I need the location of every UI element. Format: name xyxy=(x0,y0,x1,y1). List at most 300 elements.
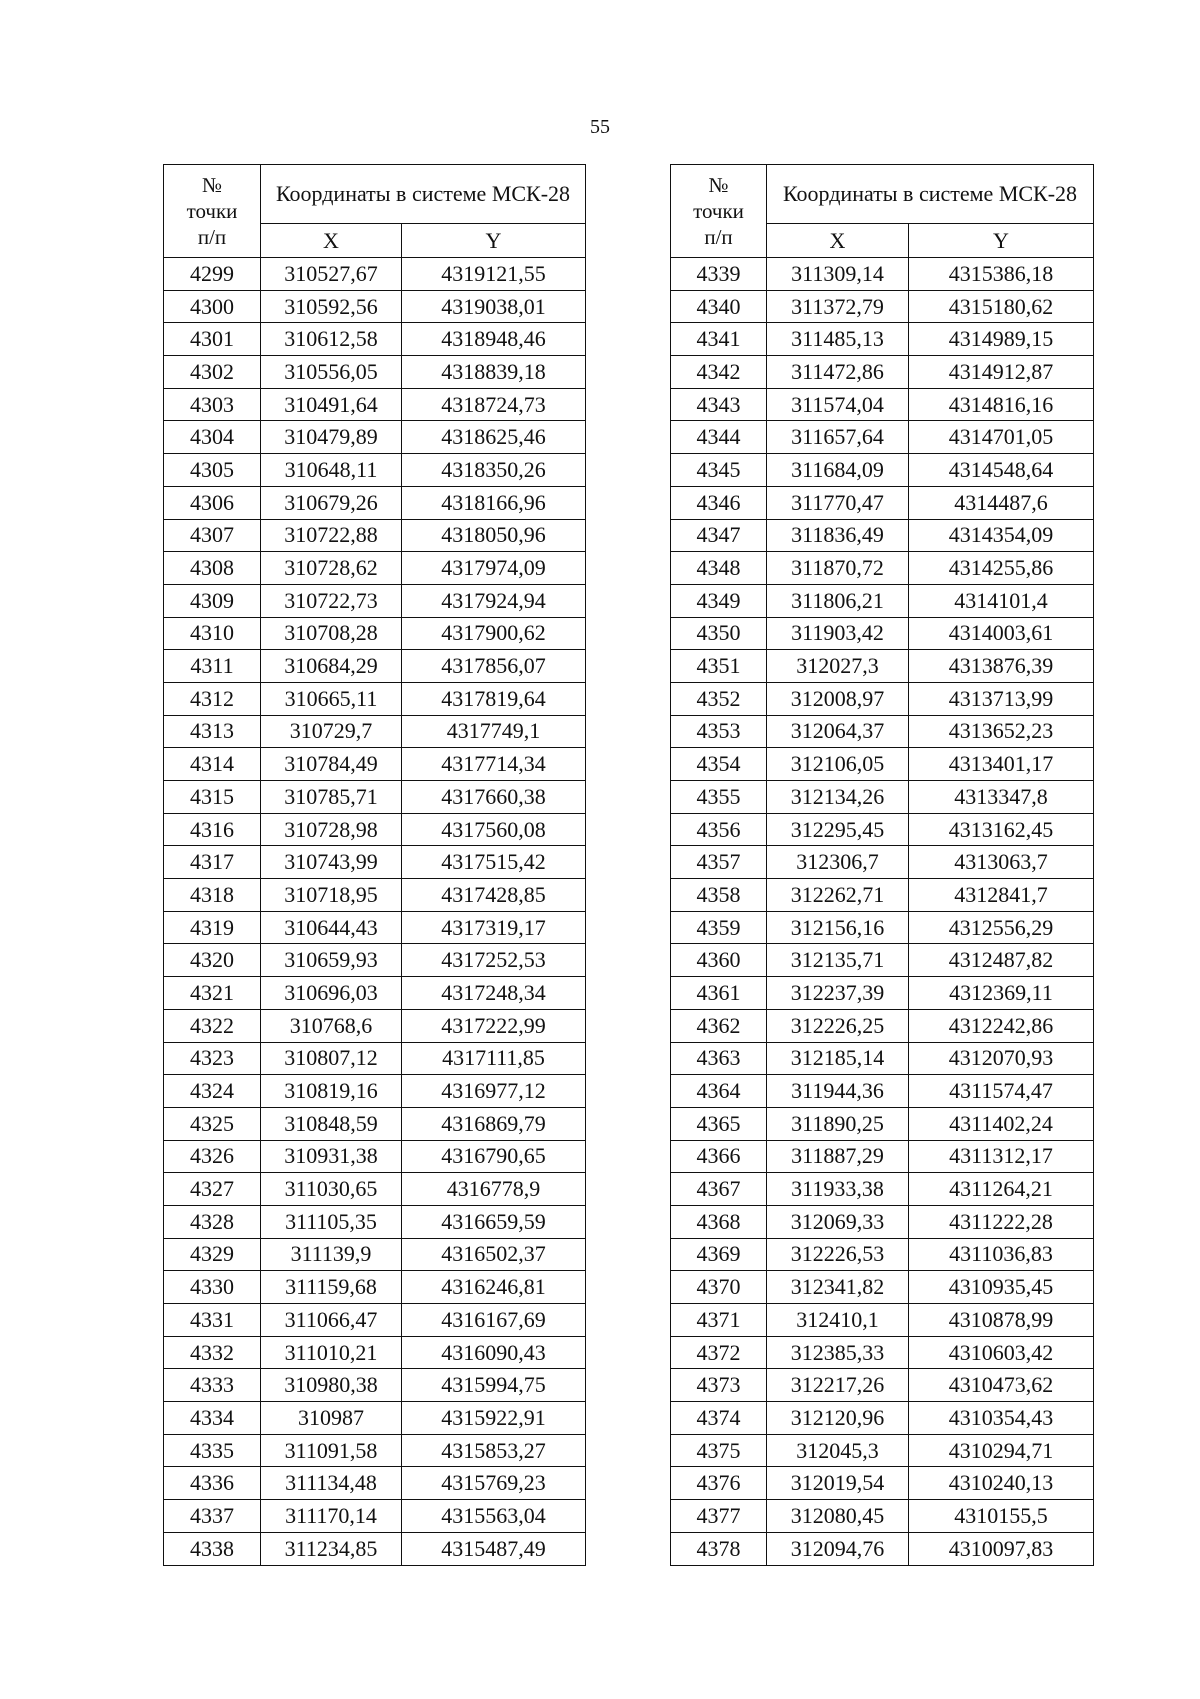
table-row xyxy=(671,421,1094,454)
table-row xyxy=(671,911,1094,944)
x-coordinate-cell: 312156,16 xyxy=(767,911,909,944)
table-row xyxy=(164,911,586,944)
x-coordinate-cell: 311944,36 xyxy=(767,1075,909,1108)
y-coordinate-cell: 4311402,24 xyxy=(909,1107,1094,1140)
table-row xyxy=(164,1434,586,1467)
table-row xyxy=(671,977,1094,1010)
y-coordinate-cell: 4316977,12 xyxy=(402,1075,586,1108)
point-number-cell: 4318 xyxy=(164,879,261,912)
point-number-cell: 4346 xyxy=(671,486,767,519)
point-number-cell: 4308 xyxy=(164,552,261,585)
point-number-cell: 4352 xyxy=(671,682,767,715)
point-number-cell: 4366 xyxy=(671,1140,767,1173)
point-number-cell: 4323 xyxy=(164,1042,261,1075)
point-number-cell: 4324 xyxy=(164,1075,261,1108)
x-coordinate-cell: 311933,38 xyxy=(767,1173,909,1206)
y-coordinate-cell: 4316502,37 xyxy=(402,1238,586,1271)
x-coordinate-cell: 310491,64 xyxy=(261,388,402,421)
y-coordinate-cell: 4312369,11 xyxy=(909,977,1094,1010)
header-num-abbr: п/п xyxy=(197,225,227,249)
y-coordinate-cell: 4310878,99 xyxy=(909,1304,1094,1337)
point-number-cell: 4300 xyxy=(164,290,261,323)
table-row xyxy=(164,617,586,650)
y-coordinate-cell: 4318050,96 xyxy=(402,519,586,552)
y-coordinate-cell: 4313063,7 xyxy=(909,846,1094,879)
table-row xyxy=(671,1336,1094,1369)
y-coordinate-cell: 4314548,64 xyxy=(909,454,1094,487)
x-coordinate-cell: 312134,26 xyxy=(767,781,909,814)
table-row xyxy=(671,1075,1094,1108)
table-row xyxy=(164,1140,586,1173)
table-row xyxy=(671,813,1094,846)
y-coordinate-cell: 4317560,08 xyxy=(402,813,586,846)
y-coordinate-cell: 4315487,49 xyxy=(402,1532,586,1565)
x-coordinate-cell: 311105,35 xyxy=(261,1205,402,1238)
y-coordinate-cell: 4317248,34 xyxy=(402,977,586,1010)
x-coordinate-cell: 312008,97 xyxy=(767,682,909,715)
table-row xyxy=(164,715,586,748)
y-coordinate-cell: 4314912,87 xyxy=(909,356,1094,389)
x-coordinate-cell: 310728,62 xyxy=(261,552,402,585)
y-coordinate-cell: 4313347,8 xyxy=(909,781,1094,814)
point-number-cell: 4322 xyxy=(164,1009,261,1042)
y-coordinate-cell: 4310240,13 xyxy=(909,1467,1094,1500)
table-row xyxy=(671,846,1094,879)
x-coordinate-cell: 310743,99 xyxy=(261,846,402,879)
y-coordinate-cell: 4310354,43 xyxy=(909,1402,1094,1435)
x-coordinate-cell: 311234,85 xyxy=(261,1532,402,1565)
left-table-body xyxy=(164,258,586,1566)
y-coordinate-cell: 4310473,62 xyxy=(909,1369,1094,1402)
x-coordinate-cell: 312410,1 xyxy=(767,1304,909,1337)
table-row xyxy=(671,748,1094,781)
x-coordinate-cell: 312226,53 xyxy=(767,1238,909,1271)
y-coordinate-cell: 4317319,17 xyxy=(402,911,586,944)
x-coordinate-cell: 311139,9 xyxy=(261,1238,402,1271)
point-number-cell: 4327 xyxy=(164,1173,261,1206)
coordinates-table-right xyxy=(670,164,1094,1566)
point-number-cell: 4359 xyxy=(671,911,767,944)
point-number-cell: 4348 xyxy=(671,552,767,585)
x-coordinate-cell: 310768,6 xyxy=(261,1009,402,1042)
y-coordinate-cell: 4318724,73 xyxy=(402,388,586,421)
table-row xyxy=(164,454,586,487)
point-number-cell: 4336 xyxy=(164,1467,261,1500)
x-coordinate-cell: 310987 xyxy=(261,1402,402,1435)
table-row xyxy=(164,1369,586,1402)
table-row xyxy=(671,715,1094,748)
x-coordinate-cell: 311684,09 xyxy=(767,454,909,487)
y-coordinate-cell: 4311574,47 xyxy=(909,1075,1094,1108)
table-row xyxy=(671,1304,1094,1337)
y-coordinate-cell: 4319121,55 xyxy=(402,258,586,291)
x-coordinate-cell: 310659,93 xyxy=(261,944,402,977)
point-number-cell: 4349 xyxy=(671,584,767,617)
table-row xyxy=(671,519,1094,552)
table-row xyxy=(671,486,1094,519)
point-number-cell: 4313 xyxy=(164,715,261,748)
x-coordinate-cell: 312226,25 xyxy=(767,1009,909,1042)
y-coordinate-cell: 4311222,28 xyxy=(909,1205,1094,1238)
x-coordinate-cell: 311657,64 xyxy=(767,421,909,454)
table-row xyxy=(164,388,586,421)
x-coordinate-cell: 310665,11 xyxy=(261,682,402,715)
table-row xyxy=(164,1107,586,1140)
table-row xyxy=(164,1205,586,1238)
x-coordinate-cell: 311870,72 xyxy=(767,552,909,585)
point-number-cell: 4378 xyxy=(671,1532,767,1565)
x-coordinate-cell: 310819,16 xyxy=(261,1075,402,1108)
x-coordinate-cell: 310527,67 xyxy=(261,258,402,291)
point-number-cell: 4304 xyxy=(164,421,261,454)
x-coordinate-cell: 312069,33 xyxy=(767,1205,909,1238)
header-num-sign: № xyxy=(201,173,223,197)
y-coordinate-cell: 4310603,42 xyxy=(909,1336,1094,1369)
point-number-cell: 4317 xyxy=(164,846,261,879)
table-row xyxy=(671,290,1094,323)
y-coordinate-cell: 4313401,17 xyxy=(909,748,1094,781)
table-row xyxy=(671,1271,1094,1304)
y-coordinate-cell: 4314487,6 xyxy=(909,486,1094,519)
x-coordinate-cell: 312080,45 xyxy=(767,1500,909,1533)
point-number-cell: 4342 xyxy=(671,356,767,389)
point-number-cell: 4360 xyxy=(671,944,767,977)
point-number-cell: 4344 xyxy=(671,421,767,454)
y-coordinate-cell: 4315994,75 xyxy=(402,1369,586,1402)
y-coordinate-cell: 4317714,34 xyxy=(402,748,586,781)
y-coordinate-cell: 4310935,45 xyxy=(909,1271,1094,1304)
table-row xyxy=(164,584,586,617)
x-coordinate-cell: 312341,82 xyxy=(767,1271,909,1304)
table-row xyxy=(164,813,586,846)
table-row xyxy=(164,356,586,389)
y-coordinate-cell: 4317515,42 xyxy=(402,846,586,879)
y-coordinate-cell: 4316790,65 xyxy=(402,1140,586,1173)
y-coordinate-cell: 4316659,59 xyxy=(402,1205,586,1238)
table-row xyxy=(164,486,586,519)
header-num-sign: № xyxy=(708,173,729,197)
x-coordinate-cell: 312262,71 xyxy=(767,879,909,912)
y-coordinate-cell: 4312487,82 xyxy=(909,944,1094,977)
table-row xyxy=(164,944,586,977)
point-number-cell: 4367 xyxy=(671,1173,767,1206)
point-number-cell: 4333 xyxy=(164,1369,261,1402)
x-column-header: X xyxy=(767,224,909,258)
y-column-header: Y xyxy=(402,224,586,258)
y-coordinate-cell: 4314354,09 xyxy=(909,519,1094,552)
point-number-cell: 4339 xyxy=(671,258,767,291)
header-num-word: точки xyxy=(186,199,238,223)
x-coordinate-cell: 312027,3 xyxy=(767,650,909,683)
y-coordinate-cell: 4317974,09 xyxy=(402,552,586,585)
y-coordinate-cell: 4312070,93 xyxy=(909,1042,1094,1075)
point-number-cell: 4330 xyxy=(164,1271,261,1304)
table-row xyxy=(164,1009,586,1042)
y-coordinate-cell: 4312242,86 xyxy=(909,1009,1094,1042)
y-coordinate-cell: 4317428,85 xyxy=(402,879,586,912)
y-coordinate-cell: 4314701,05 xyxy=(909,421,1094,454)
x-coordinate-cell: 311066,47 xyxy=(261,1304,402,1337)
x-coordinate-cell: 312295,45 xyxy=(767,813,909,846)
table-row xyxy=(164,650,586,683)
x-coordinate-cell: 310722,88 xyxy=(261,519,402,552)
y-coordinate-cell: 4318948,46 xyxy=(402,323,586,356)
right-table-body xyxy=(671,258,1094,1566)
table-row xyxy=(671,1238,1094,1271)
header-num-abbr: п/п xyxy=(704,225,733,249)
y-coordinate-cell: 4315769,23 xyxy=(402,1467,586,1500)
x-coordinate-cell: 312237,39 xyxy=(767,977,909,1010)
y-coordinate-cell: 4318166,96 xyxy=(402,486,586,519)
point-number-cell: 4374 xyxy=(671,1402,767,1435)
table-row xyxy=(671,1434,1094,1467)
table-row xyxy=(671,323,1094,356)
table-row xyxy=(671,388,1094,421)
x-coordinate-cell: 311806,21 xyxy=(767,584,909,617)
point-number-cell: 4311 xyxy=(164,650,261,683)
table-row xyxy=(671,1173,1094,1206)
x-coordinate-cell: 310679,26 xyxy=(261,486,402,519)
x-coordinate-cell: 311903,42 xyxy=(767,617,909,650)
table-row xyxy=(671,781,1094,814)
point-number-cell: 4306 xyxy=(164,486,261,519)
y-coordinate-cell: 4316246,81 xyxy=(402,1271,586,1304)
table-row xyxy=(164,846,586,879)
table-row xyxy=(671,454,1094,487)
point-number-cell: 4332 xyxy=(164,1336,261,1369)
table-row xyxy=(671,1467,1094,1500)
y-coordinate-cell: 4317252,53 xyxy=(402,944,586,977)
table-row xyxy=(671,552,1094,585)
table-row xyxy=(164,519,586,552)
table-row xyxy=(671,1140,1094,1173)
table-row xyxy=(671,1009,1094,1042)
y-coordinate-cell: 4316778,9 xyxy=(402,1173,586,1206)
point-number-cell: 4356 xyxy=(671,813,767,846)
x-coordinate-cell: 311485,13 xyxy=(767,323,909,356)
point-number-cell: 4319 xyxy=(164,911,261,944)
x-coordinate-cell: 311091,58 xyxy=(261,1434,402,1467)
x-coordinate-cell: 311134,48 xyxy=(261,1467,402,1500)
table-row xyxy=(671,1205,1094,1238)
point-number-cell: 4301 xyxy=(164,323,261,356)
x-coordinate-cell: 312306,7 xyxy=(767,846,909,879)
table-row xyxy=(164,879,586,912)
x-coordinate-cell: 310729,7 xyxy=(261,715,402,748)
x-coordinate-cell: 311010,21 xyxy=(261,1336,402,1369)
y-coordinate-cell: 4317900,62 xyxy=(402,617,586,650)
table-row xyxy=(164,1173,586,1206)
point-number-cell: 4320 xyxy=(164,944,261,977)
point-number-cell: 4314 xyxy=(164,748,261,781)
x-coordinate-cell: 312185,14 xyxy=(767,1042,909,1075)
point-number-cell: 4340 xyxy=(671,290,767,323)
table-row xyxy=(164,290,586,323)
x-coordinate-cell: 311890,25 xyxy=(767,1107,909,1140)
table-row xyxy=(164,748,586,781)
point-number-cell: 4372 xyxy=(671,1336,767,1369)
x-coordinate-cell: 312019,54 xyxy=(767,1467,909,1500)
table-row xyxy=(164,682,586,715)
x-coordinate-cell: 310722,73 xyxy=(261,584,402,617)
point-number-cell: 4309 xyxy=(164,584,261,617)
y-coordinate-cell: 4318625,46 xyxy=(402,421,586,454)
point-number-cell: 4337 xyxy=(164,1500,261,1533)
point-number-cell: 4326 xyxy=(164,1140,261,1173)
y-coordinate-cell: 4311036,83 xyxy=(909,1238,1094,1271)
table-row xyxy=(671,944,1094,977)
x-coordinate-cell: 310648,11 xyxy=(261,454,402,487)
point-number-cell: 4364 xyxy=(671,1075,767,1108)
y-coordinate-cell: 4315922,91 xyxy=(402,1402,586,1435)
y-coordinate-cell: 4317222,99 xyxy=(402,1009,586,1042)
x-coordinate-cell: 311309,14 xyxy=(767,258,909,291)
x-coordinate-cell: 311170,14 xyxy=(261,1500,402,1533)
x-coordinate-cell: 310728,98 xyxy=(261,813,402,846)
table-row xyxy=(671,650,1094,683)
x-coordinate-cell: 310556,05 xyxy=(261,356,402,389)
point-number-cell: 4373 xyxy=(671,1369,767,1402)
x-coordinate-cell: 311159,68 xyxy=(261,1271,402,1304)
x-coordinate-cell: 310684,29 xyxy=(261,650,402,683)
y-coordinate-cell: 4313162,45 xyxy=(909,813,1094,846)
x-coordinate-cell: 312106,05 xyxy=(767,748,909,781)
y-coordinate-cell: 4315563,04 xyxy=(402,1500,586,1533)
point-number-cell: 4376 xyxy=(671,1467,767,1500)
x-coordinate-cell: 311030,65 xyxy=(261,1173,402,1206)
x-coordinate-cell: 311770,47 xyxy=(767,486,909,519)
table-row xyxy=(164,552,586,585)
x-coordinate-cell: 310479,89 xyxy=(261,421,402,454)
y-coordinate-cell: 4314255,86 xyxy=(909,552,1094,585)
point-number-cell: 4345 xyxy=(671,454,767,487)
point-number-cell: 4377 xyxy=(671,1500,767,1533)
point-number-cell: 4369 xyxy=(671,1238,767,1271)
table-row xyxy=(164,1532,586,1565)
table-row xyxy=(164,1467,586,1500)
point-number-cell: 4343 xyxy=(671,388,767,421)
header-num-word: точки xyxy=(693,199,744,223)
table-row xyxy=(671,879,1094,912)
x-coordinate-cell: 311887,29 xyxy=(767,1140,909,1173)
table-row xyxy=(164,1075,586,1108)
x-coordinate-cell: 310784,49 xyxy=(261,748,402,781)
x-coordinate-cell: 312135,71 xyxy=(767,944,909,977)
coordinates-table-left xyxy=(163,164,586,1566)
y-coordinate-cell: 4317749,1 xyxy=(402,715,586,748)
point-number-cell: 4316 xyxy=(164,813,261,846)
point-number-cell: 4353 xyxy=(671,715,767,748)
x-coordinate-cell: 310848,59 xyxy=(261,1107,402,1140)
point-number-header xyxy=(164,165,261,258)
x-coordinate-cell: 312094,76 xyxy=(767,1532,909,1565)
y-coordinate-cell: 4312841,7 xyxy=(909,879,1094,912)
point-number-cell: 4351 xyxy=(671,650,767,683)
point-number-cell: 4303 xyxy=(164,388,261,421)
x-coordinate-cell: 310980,38 xyxy=(261,1369,402,1402)
y-coordinate-cell: 4314003,61 xyxy=(909,617,1094,650)
table-row xyxy=(164,1336,586,1369)
y-coordinate-cell: 4318350,26 xyxy=(402,454,586,487)
y-coordinate-cell: 4317660,38 xyxy=(402,781,586,814)
table-row xyxy=(164,1238,586,1271)
point-number-cell: 4312 xyxy=(164,682,261,715)
x-coordinate-cell: 311472,86 xyxy=(767,356,909,389)
x-coordinate-cell: 312045,3 xyxy=(767,1434,909,1467)
x-coordinate-cell: 312217,26 xyxy=(767,1369,909,1402)
point-number-cell: 4354 xyxy=(671,748,767,781)
table-row xyxy=(671,682,1094,715)
y-coordinate-cell: 4317111,85 xyxy=(402,1042,586,1075)
point-number-cell: 4321 xyxy=(164,977,261,1010)
point-number-cell: 4310 xyxy=(164,617,261,650)
x-coordinate-cell: 310807,12 xyxy=(261,1042,402,1075)
coordinate-system-header: Координаты в системе МСК-28 xyxy=(767,165,1094,224)
point-number-cell: 4338 xyxy=(164,1532,261,1565)
table-row xyxy=(164,781,586,814)
table-row xyxy=(164,1271,586,1304)
point-number-cell: 4347 xyxy=(671,519,767,552)
point-number-cell: 4368 xyxy=(671,1205,767,1238)
x-coordinate-cell: 310718,95 xyxy=(261,879,402,912)
y-coordinate-cell: 4310294,71 xyxy=(909,1434,1094,1467)
y-coordinate-cell: 4316167,69 xyxy=(402,1304,586,1337)
table-row xyxy=(671,1042,1094,1075)
point-number-cell: 4355 xyxy=(671,781,767,814)
table-row xyxy=(671,1402,1094,1435)
table-row xyxy=(671,1532,1094,1565)
coordinate-system-header: Координаты в системе МСК-28 xyxy=(261,165,586,224)
x-column-header: X xyxy=(261,224,402,258)
y-coordinate-cell: 4313652,23 xyxy=(909,715,1094,748)
point-number-cell: 4305 xyxy=(164,454,261,487)
y-coordinate-cell: 4311264,21 xyxy=(909,1173,1094,1206)
point-number-cell: 4370 xyxy=(671,1271,767,1304)
table-row xyxy=(164,1402,586,1435)
x-coordinate-cell: 311836,49 xyxy=(767,519,909,552)
x-coordinate-cell: 310592,56 xyxy=(261,290,402,323)
point-number-cell: 4325 xyxy=(164,1107,261,1140)
point-number-cell: 4365 xyxy=(671,1107,767,1140)
table-row xyxy=(671,1107,1094,1140)
point-number-cell: 4371 xyxy=(671,1304,767,1337)
table-row xyxy=(164,1304,586,1337)
table-row xyxy=(671,584,1094,617)
point-number-cell: 4302 xyxy=(164,356,261,389)
table-row xyxy=(164,1042,586,1075)
y-coordinate-cell: 4318839,18 xyxy=(402,356,586,389)
point-number-cell: 4363 xyxy=(671,1042,767,1075)
table-row xyxy=(164,977,586,1010)
x-coordinate-cell: 310644,43 xyxy=(261,911,402,944)
y-coordinate-cell: 4319038,01 xyxy=(402,290,586,323)
table-row xyxy=(671,356,1094,389)
y-coordinate-cell: 4314101,4 xyxy=(909,584,1094,617)
x-coordinate-cell: 312064,37 xyxy=(767,715,909,748)
x-coordinate-cell: 310785,71 xyxy=(261,781,402,814)
page-number: 55 xyxy=(590,116,610,138)
point-number-cell: 4341 xyxy=(671,323,767,356)
point-number-cell: 4375 xyxy=(671,1434,767,1467)
point-number-cell: 4362 xyxy=(671,1009,767,1042)
y-coordinate-cell: 4310097,83 xyxy=(909,1532,1094,1565)
point-number-cell: 4358 xyxy=(671,879,767,912)
x-coordinate-cell: 311372,79 xyxy=(767,290,909,323)
y-coordinate-cell: 4312556,29 xyxy=(909,911,1094,944)
point-number-cell: 4299 xyxy=(164,258,261,291)
x-coordinate-cell: 312385,33 xyxy=(767,1336,909,1369)
y-coordinate-cell: 4313876,39 xyxy=(909,650,1094,683)
